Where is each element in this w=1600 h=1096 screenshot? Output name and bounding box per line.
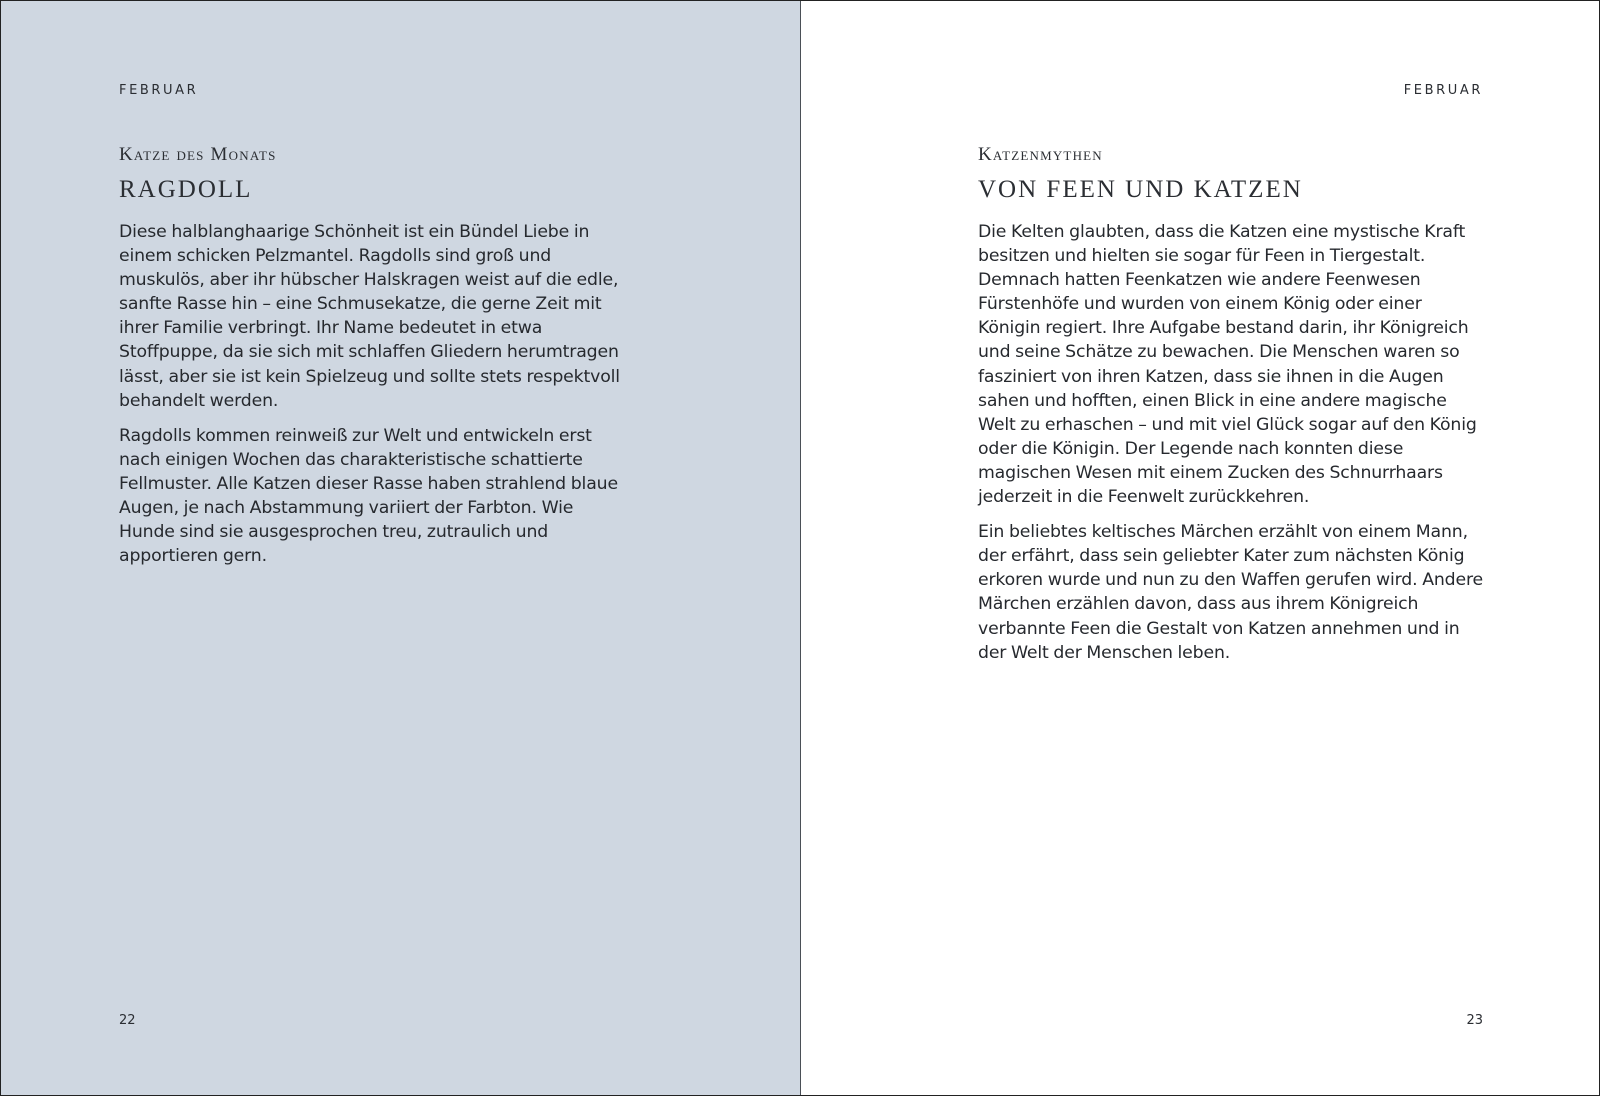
body-paragraph: Ein beliebtes keltisches Märchen erzählt von einem Mann, der erfährt, dass sein geliebter Kater zum nächsten König erkoren wurde und nun zu den Waffen gerufen wird. Andere Märchen erzählen davon, dass aus ihrem Königreich verbannte Feen die Gestalt von Katzen annehmen und in der Welt der Menschen leben. (978, 522, 1484, 663)
page-number: 23 (1466, 1013, 1483, 1028)
body-paragraph: Diese halblanghaarige Schönheit ist ein Bündel Liebe in einem schicken Pelzmantel. Ragdolls sind groß und muskulös, aber ihr hübscher Halskragen weist auf die edle, sanfte Rasse hin – eine Schmusekatze, die gerne Zeit mit ihrer Familie verbringt. Ihr Name bedeutet in etwa Stoffpuppe, da sie sich mit schlaffen Gliedern herumtragen lässt, aber sie ist kein Spielzeug und sollte stets respektvoll behandelt werden. (119, 222, 620, 411)
body-paragraph: Die Kelten glaubten, dass die Katzen eine mystische Kraft besitzen und hielten sie sogar für Feen in Tiergestalt. Demnach hatten Feenkatzen wie andere Feenwesen Fürstenhöfe und wurden von einem König oder einer Königin regiert. Ihre Aufgabe bestand darin, ihr Königreich und seine Schätze zu bewachen. Die Menschen waren so fasziniert von ihren Katzen, dass sie ihnen in die Augen sahen und hofften, einen Blick in eine andere magische Welt zu erhaschen – und mit viel Glück sogar auf den König oder die Königin. Der Legende nach konnten diese magischen Wesen mit einem Zucken des Schnurrhaars jederzeit in die Feenwelt zurückkehren. (978, 222, 1477, 508)
article-title: RAGDOLL (119, 176, 253, 203)
article-content (119, 144, 629, 579)
article-title: VON FEEN UND KATZEN (978, 176, 1303, 203)
section-kicker: Katzenmythen (978, 144, 1103, 165)
left-page (1, 1, 801, 1095)
running-head: FEBRUAR (119, 83, 199, 98)
section-kicker: Katze des Monats (119, 144, 277, 165)
running-head: FEBRUAR (1403, 83, 1483, 98)
right-page (801, 1, 1598, 1095)
body-paragraph: Ragdolls kommen reinweiß zur Welt und entwickeln erst nach einigen Wochen das charakteristische schattierte Fellmuster. Alle Katzen dieser Rasse haben strahlend blaue Augen, je nach Abstammung variiert der Farbton. Wie Hunde sind sie ausgesprochen treu, zutraulich und apportieren gern. (119, 425, 618, 567)
article-content (978, 144, 1488, 676)
page-number: 22 (119, 1013, 136, 1028)
